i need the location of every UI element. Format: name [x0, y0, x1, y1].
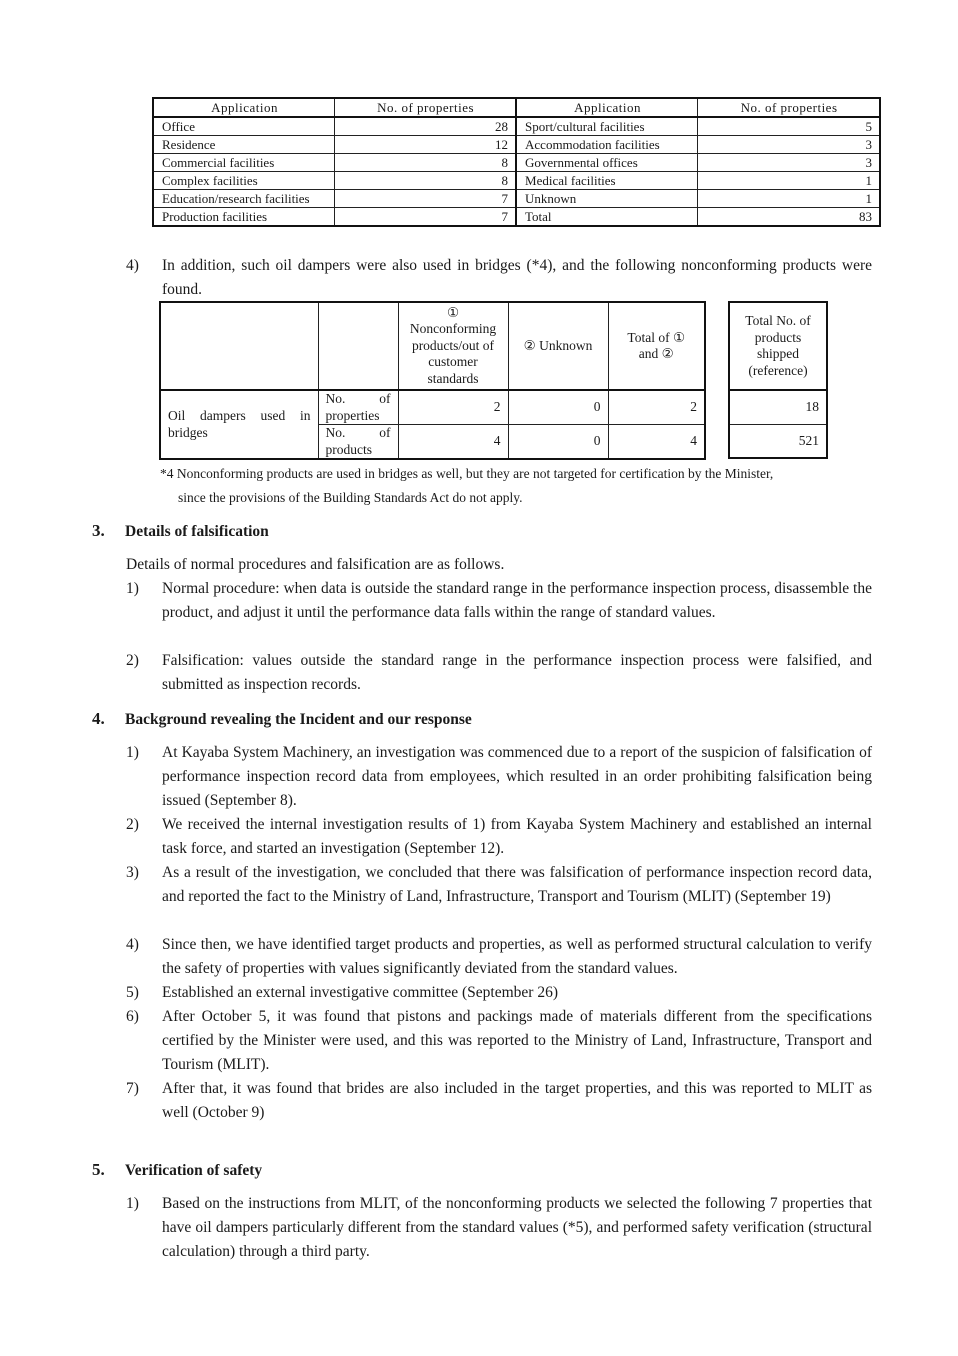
section-title: Verification of safety: [125, 1162, 263, 1179]
count-cell: 8: [335, 172, 516, 190]
table-row: [153, 117, 880, 136]
row-label: No. of products: [318, 425, 398, 460]
table-row: [153, 190, 880, 208]
unknown-cell: 0: [508, 390, 608, 425]
empty-header-cell: [160, 302, 318, 390]
column-header: No. of properties: [698, 98, 880, 117]
nonconforming-cell: 2: [398, 390, 508, 425]
section-number: 3.: [92, 521, 105, 540]
application-cell: Education/research facilities: [153, 190, 335, 208]
total-cell: 4: [608, 425, 705, 460]
count-cell: 1: [698, 190, 880, 208]
total-cell: 2: [608, 390, 705, 425]
nonconforming-cell: 4: [398, 425, 508, 460]
column-header-nonconforming: ① Nonconforming products/out of customer standards: [398, 302, 508, 390]
reference-table: [728, 301, 828, 459]
count-cell: 7: [335, 190, 516, 208]
list-item: 3) As a result of the investigation, we concluded that there was falsification of performance inspection record data, and reported the fact to the Ministry of Land, Infrastructure, Transport and Tourism (MLIT) (September 19): [126, 864, 872, 905]
section-intro: Details of normal procedures and falsification are as follows.: [126, 556, 505, 573]
application-cell: Complex facilities: [153, 172, 335, 190]
section-number: 4.: [92, 709, 105, 728]
list-item: [126, 254, 872, 302]
table-row: [729, 390, 827, 424]
section-heading: [92, 1160, 262, 1180]
section-heading: [92, 521, 269, 541]
item-text: In addition, such oil dampers were also used in bridges (*4), and the following nonconforming products were found.: [162, 257, 872, 298]
list-item: 7) After that, it was found that brides are also included in the target properties, and this was reported to MLIT as well (October 9): [126, 1080, 872, 1121]
list-item: 5) Established an external investigative committee (September 26): [126, 984, 558, 1001]
list-item: 1) Normal procedure: when data is outside the standard range in the performance inspection process, disassemble the product, and adjust it until the performance data falls within the range of standard values.: [126, 580, 872, 621]
bridges-table: [159, 301, 706, 460]
table-row: [160, 390, 705, 425]
column-header-reference: Total No. of products shipped (reference): [729, 302, 827, 390]
application-cell: Accommodation facilities: [516, 136, 698, 154]
application-cell: Sport/cultural facilities: [516, 117, 698, 136]
count-cell: 8: [335, 154, 516, 172]
application-cell: Unknown: [516, 190, 698, 208]
section-title: Background revealing the Incident and our response: [125, 711, 472, 728]
table-header-row: [160, 302, 705, 390]
row-group-label: Oil dampers used in bridges: [160, 390, 318, 459]
section-title: Details of falsification: [125, 523, 269, 540]
table-header-row: [153, 98, 880, 117]
table-row: [153, 172, 880, 190]
item-number: 4): [126, 257, 139, 274]
list-item: 6) After October 5, it was found that pistons and packings made of materials different from the specifications certified by the Minister were used, and this was reported to the Ministry of Land, Infrastructure, Transport and Tourism (MLIT).: [126, 1008, 872, 1073]
count-cell: 3: [698, 154, 880, 172]
reference-cell: 18: [729, 390, 827, 424]
application-cell: Medical facilities: [516, 172, 698, 190]
table-header-row: [729, 302, 827, 390]
unknown-cell: 0: [508, 425, 608, 460]
footnote: *4 Nonconforming products are used in bridges as well, but they are not targeted for certification by the Minister, since the provisions of the Building Standards Act do not apply.: [160, 466, 774, 505]
table-row: [153, 154, 880, 172]
row-label: No. of properties: [318, 390, 398, 425]
column-header-unknown: ② Unknown: [508, 302, 608, 390]
list-item: 2) Falsification: values outside the standard range in the performance inspection process were falsified, and submitted as inspection records.: [126, 652, 872, 693]
application-cell: Office: [153, 117, 335, 136]
column-header: Application: [153, 98, 335, 117]
list-item: 1) Based on the instructions from MLIT, of the nonconforming products we selected the following 7 properties that have oil dampers particularly different from the standard values (*5), and performed safety verification (structural calculation) through a third party.: [126, 1195, 872, 1260]
count-cell: 7: [335, 208, 516, 227]
table-row: [153, 136, 880, 154]
count-cell: 83: [698, 208, 880, 227]
list-item: 1) At Kayaba System Machinery, an investigation was commenced due to a report of the suspicion of falsification of performance inspection record data from employees, which resulted in an order prohibiting falsification being issued (September 8).: [126, 744, 872, 809]
application-cell: Commercial facilities: [153, 154, 335, 172]
column-header-total: Total of ① and ②: [608, 302, 705, 390]
application-cell: Total: [516, 208, 698, 227]
list-item: 4) Since then, we have identified target products and properties, as well as performed structural calculation to verify the safety of properties with values significantly deviated from the standard values.: [126, 936, 872, 977]
count-cell: 12: [335, 136, 516, 154]
count-cell: 28: [335, 117, 516, 136]
table-row: [729, 424, 827, 458]
column-header: Application: [516, 98, 698, 117]
section-heading: [92, 709, 472, 729]
count-cell: 3: [698, 136, 880, 154]
table-row: [153, 208, 880, 227]
applications-table: [152, 97, 881, 227]
application-cell: Production facilities: [153, 208, 335, 227]
count-cell: 1: [698, 172, 880, 190]
list-item: 2) We received the internal investigation results of 1) from Kayaba System Machinery and established an internal task force, and started an investigation (September 12).: [126, 816, 872, 857]
section-number: 5.: [92, 1160, 105, 1179]
column-header: No. of properties: [335, 98, 516, 117]
reference-cell: 521: [729, 424, 827, 458]
application-cell: Governmental offices: [516, 154, 698, 172]
application-cell: Residence: [153, 136, 335, 154]
empty-header-cell: [318, 302, 398, 390]
count-cell: 5: [698, 117, 880, 136]
